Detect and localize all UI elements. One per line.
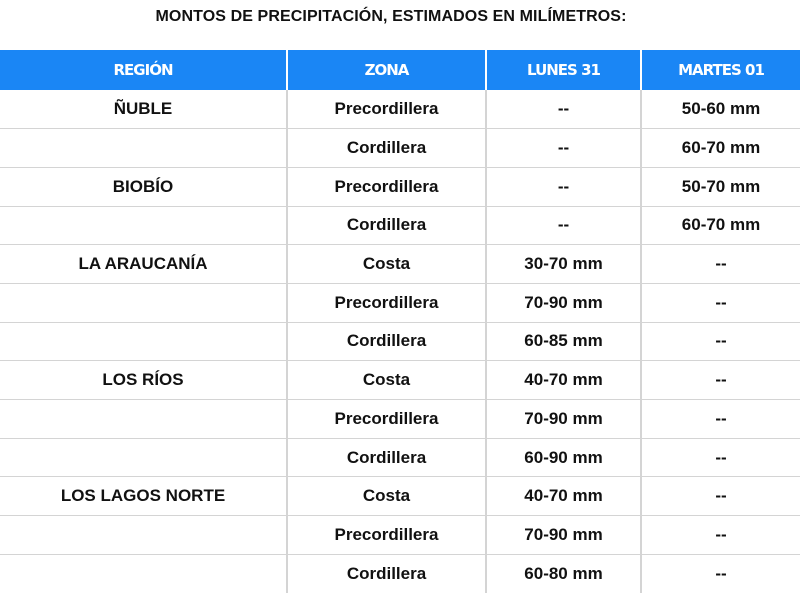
cell-region — [0, 129, 287, 168]
cell-martes: -- — [641, 283, 800, 322]
cell-lunes: 70-90 mm — [486, 283, 641, 322]
cell-lunes: 40-70 mm — [486, 477, 641, 516]
cell-lunes: 60-80 mm — [486, 554, 641, 593]
precipitation-table — [0, 50, 800, 593]
table-row — [0, 167, 800, 206]
cell-martes: -- — [641, 438, 800, 477]
cell-region — [0, 400, 287, 439]
cell-lunes: 40-70 mm — [486, 361, 641, 400]
table-row — [0, 438, 800, 477]
cell-lunes: -- — [486, 90, 641, 129]
cell-zona: Cordillera — [287, 438, 486, 477]
cell-zona: Precordillera — [287, 90, 486, 129]
cell-lunes: 30-70 mm — [486, 245, 641, 284]
table-row — [0, 283, 800, 322]
table-row — [0, 129, 800, 168]
cell-region: LOS RÍOS — [0, 361, 287, 400]
table-row — [0, 322, 800, 361]
cell-martes: -- — [641, 516, 800, 555]
cell-region: LA ARAUCANÍA — [0, 245, 287, 284]
header-zona: ZONA — [287, 50, 486, 90]
cell-lunes: -- — [486, 129, 641, 168]
cell-martes: 60-70 mm — [641, 206, 800, 245]
cell-lunes: 70-90 mm — [486, 400, 641, 439]
cell-martes: 60-70 mm — [641, 129, 800, 168]
table-row — [0, 516, 800, 555]
cell-zona: Cordillera — [287, 322, 486, 361]
cell-lunes: -- — [486, 167, 641, 206]
cell-martes: -- — [641, 400, 800, 439]
cell-zona: Cordillera — [287, 206, 486, 245]
cell-lunes: 60-85 mm — [486, 322, 641, 361]
cell-martes: 50-60 mm — [641, 90, 800, 129]
header-martes: MARTES 01 — [641, 50, 800, 90]
cell-zona: Cordillera — [287, 554, 486, 593]
cell-region: BIOBÍO — [0, 167, 287, 206]
cell-zona: Precordillera — [287, 167, 486, 206]
cell-zona: Cordillera — [287, 129, 486, 168]
table-header-row — [0, 50, 800, 90]
table-row — [0, 90, 800, 129]
cell-lunes: 60-90 mm — [486, 438, 641, 477]
cell-region — [0, 322, 287, 361]
table-row — [0, 206, 800, 245]
table-row — [0, 245, 800, 284]
cell-region — [0, 206, 287, 245]
cell-lunes: 70-90 mm — [486, 516, 641, 555]
cell-region: LOS LAGOS NORTE — [0, 477, 287, 516]
cell-region: ÑUBLE — [0, 90, 287, 129]
table-body — [0, 90, 800, 593]
cell-zona: Precordillera — [287, 516, 486, 555]
table-row — [0, 477, 800, 516]
cell-lunes: -- — [486, 206, 641, 245]
cell-region — [0, 283, 287, 322]
cell-zona: Costa — [287, 245, 486, 284]
table-row — [0, 554, 800, 593]
cell-zona: Precordillera — [287, 400, 486, 439]
cell-region — [0, 516, 287, 555]
cell-region — [0, 438, 287, 477]
page-title: MONTOS DE PRECIPITACIÓN, ESTIMADOS EN MILÍMETROS: — [155, 8, 627, 25]
cell-zona: Precordillera — [287, 283, 486, 322]
cell-zona: Costa — [287, 361, 486, 400]
cell-martes: -- — [641, 245, 800, 284]
cell-zona: Costa — [287, 477, 486, 516]
cell-martes: -- — [641, 361, 800, 400]
cell-martes: -- — [641, 477, 800, 516]
cell-martes: -- — [641, 554, 800, 593]
table-row — [0, 400, 800, 439]
cell-region — [0, 554, 287, 593]
header-region: REGIÓN — [0, 50, 287, 90]
header-lunes: LUNES 31 — [486, 50, 641, 90]
cell-martes: -- — [641, 322, 800, 361]
cell-martes: 50-70 mm — [641, 167, 800, 206]
table-row — [0, 361, 800, 400]
